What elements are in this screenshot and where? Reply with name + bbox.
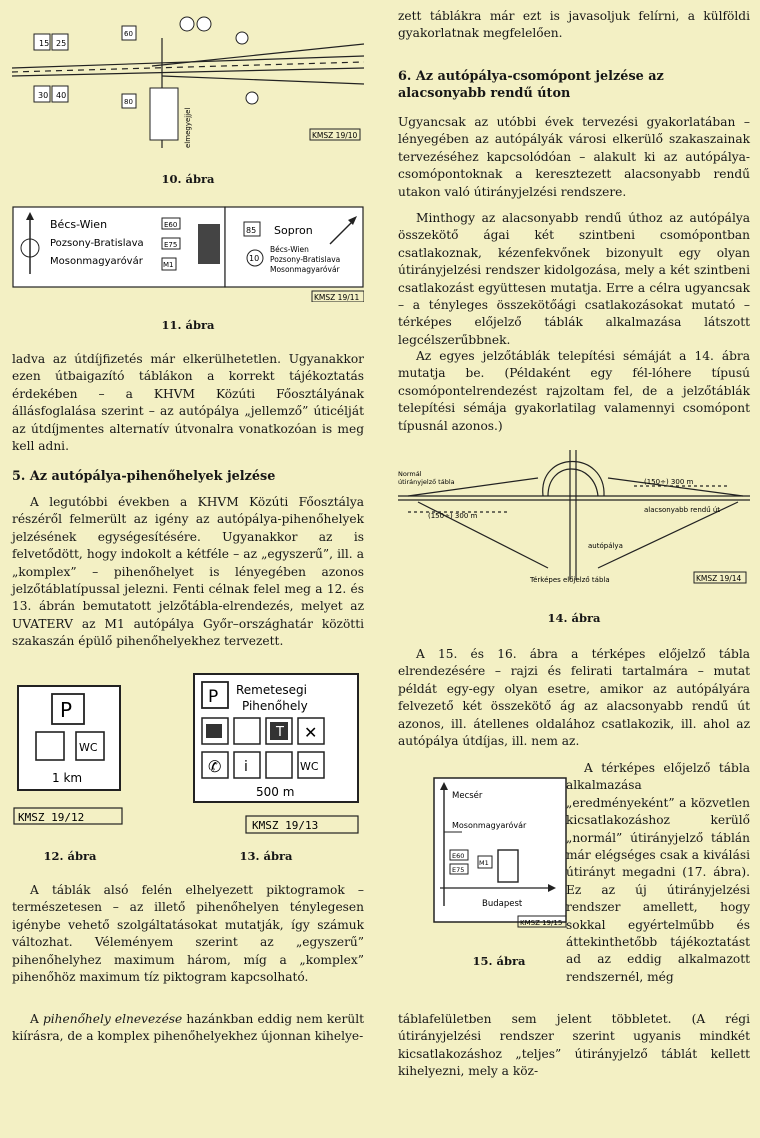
dest-sopron: Sopron bbox=[274, 224, 313, 237]
left-paragraph-3: A táblák alsó felén elhelyezett piktogramok – természetesen – az illető pihenőhelyen ténylegesen igénybe vehető szolgáltatásokat mutatják, így számuk változhat. Véleményem szerint az „egyszerű” pihenőhelyhez maximum három, míg a „komplex” pihenőhöz maximum tíz piktogram kapcsolható. bbox=[12, 883, 364, 985]
section-6-heading: 6. Az autópálya-csomópont jelzése az alacsonyabb rendű úton bbox=[398, 69, 664, 101]
figure-10 bbox=[12, 8, 364, 158]
left-paragraph-2: A legutóbbi években a KHVM Közúti Főosztálya részéről felmerült az igény az autópálya-pihenőhelyek jelzésének egységesítésére. Ugyanakkor az is felvetődött, hogy indokolt a kétféle – az „egyszerű”, ill. a „komplex” – pihenőhelyet is lényegében azonos jelzőtáblatípussal jelezni. Fenti célnak felel meg a 12. és 13. ábrán bemutatott jelzőtábla-elrendezés, melyet az UVATERV az M1 autópálya Győr–országhatár közötti szakaszán épülő pihenőhelyekhez tervezett. bbox=[12, 495, 364, 649]
right-paragraph-0: zett táblákra már ezt is javasoljuk felírni, a külföldi gyakorlatnak megfelelően. bbox=[398, 9, 750, 41]
code-m1: M1 bbox=[479, 859, 489, 867]
figure-15 bbox=[432, 776, 570, 932]
svg-text:✕: ✕ bbox=[304, 723, 318, 742]
figure-15-ref: KMSZ 19/15 bbox=[520, 919, 563, 927]
label-map-sign: Térképes előjelző tábla bbox=[530, 576, 610, 584]
figure-13-ref: KMSZ 19/13 bbox=[252, 819, 319, 832]
motorway-icon bbox=[198, 224, 220, 264]
wc-label: WC bbox=[79, 741, 98, 754]
figure-14-ref: KMSZ 19/14 bbox=[696, 574, 742, 583]
code-e75: E75 bbox=[452, 866, 465, 874]
para4-emphasis: pihenőhely elnevezése bbox=[42, 1012, 183, 1026]
dest-1: Bécs-Wien bbox=[50, 218, 108, 231]
label-distance-2: (150÷) 300 m bbox=[428, 512, 478, 520]
dest-mosonmagyarovar: Mosonmagyaróvár bbox=[452, 821, 527, 830]
wc-label-13: WC bbox=[300, 760, 319, 773]
figure-15-caption: 15. ábra bbox=[472, 954, 526, 968]
right-paragraph-6: táblafelületben sem jelent többletet. (A régi útirányjelzési rendszer szerint ugyanis mindkét kicsatlakozáshoz „teljes” útirányjelző táblát kellett kihelyezni, mely a köz- bbox=[398, 1012, 750, 1079]
label-distance-1: (150÷) 300 m bbox=[644, 478, 694, 486]
code-e60: E60 bbox=[452, 852, 465, 860]
sign-30: 30 bbox=[38, 91, 49, 100]
figure-13-caption: 13. ábra bbox=[239, 849, 293, 863]
figure-12 bbox=[12, 684, 142, 826]
figure-12-caption: 12. ábra bbox=[43, 849, 97, 863]
code-1: E60 bbox=[164, 221, 178, 229]
figure-15-sign bbox=[432, 776, 570, 932]
code-3: M1 bbox=[163, 261, 174, 269]
figure-11-drawing bbox=[12, 206, 364, 302]
sign-15: 15 bbox=[39, 39, 50, 48]
sub-dest-3: Mosonmagyaróvár bbox=[270, 265, 340, 274]
figure-10-drawing bbox=[12, 8, 364, 158]
distance-1km: 1 km bbox=[52, 771, 83, 785]
code-2: E75 bbox=[164, 241, 178, 249]
figure-14 bbox=[398, 450, 750, 590]
label-normal-1: Normál bbox=[398, 470, 422, 478]
figure-14-drawing bbox=[398, 450, 750, 590]
figure-11-caption: 11. ábra bbox=[161, 318, 215, 332]
restarea-name-1: Remetesegi bbox=[236, 683, 307, 697]
sub-dest-2: Pozsony-Bratislava bbox=[270, 255, 341, 264]
distance-500m: 500 m bbox=[256, 785, 295, 799]
right-paragraph-3: Az egyes jelzőtáblák telepítési sémáját a 14. ábra mutatja be. (Példaként egy fél-lóhere típusú csomópontelrendezést rajzoltam fel, de a jelzőtáblák telepítési sémája gyakorlatilag valamennyi csomópont típusnál azonos.) bbox=[398, 349, 750, 433]
dest-2: Pozsony-Bratislava bbox=[50, 238, 144, 249]
figure-11-ref: KMSZ 19/11 bbox=[314, 293, 360, 302]
road-10: 10 bbox=[249, 254, 260, 263]
label-motorway: autópálya bbox=[588, 542, 623, 550]
dest-3: Mosonmagyaróvár bbox=[50, 256, 143, 267]
right-paragraph-5: A térképes előjelző tábla alkalmazása „eredményeként” a közvetlen kicsatlakozáshoz kerülő „normál” útirányjelző táblán már elégséges csak a kiválási útirányt megadni (17. ábra). Ez az új útirányjelzési rendszer amellett, hogy sokkal egyértelműbb és áttekinthetőbb tájékoztatást ad az eddig alkalmazott rendszernél, még bbox=[566, 761, 750, 984]
figure-10-caption: 10. ábra bbox=[161, 172, 215, 186]
sign-25: 25 bbox=[56, 39, 67, 48]
svg-text:✆: ✆ bbox=[208, 757, 222, 776]
info-letter: i bbox=[244, 759, 248, 775]
post-text: elmegyejjel bbox=[184, 107, 192, 148]
right-paragraph-2: Minthogy az alacsonyabb rendű úthoz az autópálya összekötő ágai két szintbeni csomópontban csatlakoznak, kézenfekvőnek bizonyult egy olyan útirányjelzési rendszer kidolgozása, mely a két szintbeni csatlakozást együttesen mutatja. Erre a célra ugyancsak – a tényleges összekötőági csatlakozásokat mutató – térképes előjelző táblák alkalmazása látszott legcélszerűbbnek. bbox=[398, 211, 750, 347]
sign-40: 40 bbox=[56, 91, 67, 100]
section-5-heading: 5. Az autópálya-pihenőhelyek jelzése bbox=[12, 469, 276, 484]
right-paragraph-4: A 15. és 16. ábra a térképes előjelző tábla elrendezésére – rajzi és felirati tartalmára – mutat példát egy-egy olyan esetre, amikor az autópályára felvezető két összekötő ág az alacsonyabb rendű út azonos, ill. átellenes oldalához csatlakozik, ill. ahol az autópálya útdíjas, ill. nem az. bbox=[398, 647, 750, 749]
sign-60: 60 bbox=[124, 30, 133, 38]
figure-10-ref: KMSZ 19/10 bbox=[312, 131, 358, 140]
figure-12-ref: KMSZ 19/12 bbox=[18, 811, 85, 824]
label-low-road: alacsonyabb rendű út bbox=[644, 506, 721, 514]
left-paragraph-1: ladva az útdíjfizetés már elkerülhetetlen. Ugyanakkor ezen útbaigazító táblákon a korrekt tájékoztatás érdekében – a KHVM Közúti Főosztályának állásfoglalása szerint – az autópálya „jellemző” úticélját az útdíjmentes alternatív útvonalra vonatkozóan is meg kell adni. bbox=[12, 352, 364, 454]
dest-mecser: Mecsér bbox=[452, 791, 483, 801]
right-paragraph-1: Ugyancsak az utóbbi évek tervezési gyakorlatában – lényegében az autópályák városi elkerülő szakaszainak tervezéséhez kapcsolódóan – alakult ki az autópálya-csomópontoknak a keresztezett alacsonyabb rendű utakon való útirányjelzési rendszere. bbox=[398, 115, 750, 199]
dest-budapest: Budapest bbox=[482, 899, 523, 909]
left-paragraph-4 bbox=[12, 1011, 364, 1046]
figure-13-sign bbox=[192, 672, 364, 836]
label-normal-2: útirányjelző tábla bbox=[398, 478, 455, 486]
svg-text:T: T bbox=[276, 725, 284, 740]
sign-80: 80 bbox=[124, 98, 133, 106]
parking-p-13: P bbox=[208, 687, 219, 707]
restarea-name-2: Pihenőhely bbox=[242, 699, 308, 713]
figure-14-caption: 14. ábra bbox=[547, 611, 601, 625]
figure-11 bbox=[12, 206, 364, 302]
figure-12-sign bbox=[12, 684, 142, 826]
para4-a: A bbox=[30, 1012, 43, 1026]
road-85: 85 bbox=[246, 226, 257, 235]
parking-p: P bbox=[60, 698, 73, 722]
sub-dest-1: Bécs-Wien bbox=[270, 245, 309, 254]
figure-13 bbox=[192, 672, 364, 836]
para4-b: hazánkban eddig nem került kiírásra, de a komplex pihenőhelyekhez újonnan kihelye- bbox=[12, 1012, 364, 1044]
